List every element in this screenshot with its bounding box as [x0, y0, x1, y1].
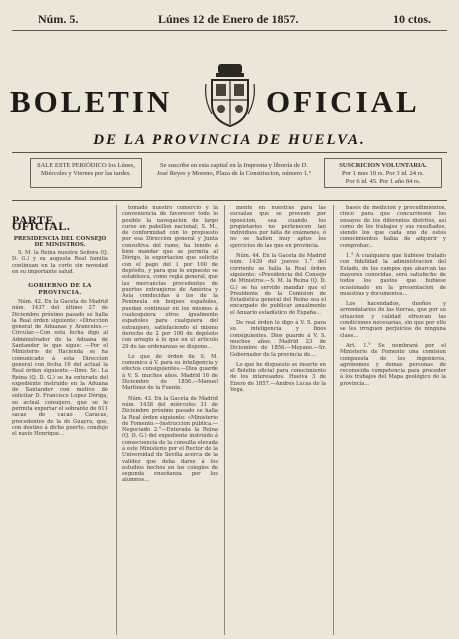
subscription-info [12, 158, 447, 198]
subscription-location: Se suscribe en esta capital en la Imprenta y librería de D. José Reyes y Moreno, Plaza de la Constitucion, número 1.° [156, 162, 312, 177]
presidency-heading: PRESIDENCIA DEL CONSEJO DE MINISTROS. [13, 235, 107, 248]
column-divider [224, 205, 225, 635]
article-paragraph: Lo que de órden de S. M. comunico á V. para su inteligencia y efectos consiguientes.—Dios guarde á V. S. muchos años. Madrid 16 de Diciembre de 1856.—Manuel Martinez de la Fuente. [122, 353, 218, 392]
article-paragraph: S. M. la Reina nuestra Señora (Q. D. G.) y su augusta Real familia continuan en la corte sin novedad en su importante salud. [12, 250, 108, 276]
article-paragraph: bases de medicion y procedimientos, cinco para que concurriesen los ensayos de los diferentes distritos, así como de los trabajos y sus resultados, siendo los que cada uno de estos conocimientos habia de adquirir y comprobar... [340, 205, 446, 249]
article-paragraph: Núm. 42. En la Gaceta de Madrid núm. 1437 del último 27 de Diciembre próximo pasado se halla la Real órden siguiente: «Direccion general de Aduanas y Aranceles.—Circular.—Con esta fecha digo al Administrador de la Aduana de Santander lo que sigue: —Por el Ministerio de Hacienda se ha comunicado á esta Direccion general con fecha 16 del actual la Real órden siguiente.—Ilmo. Sr.: La Reina (Q. D. G.) se ha enterado del expediente instruido en la Aduana de Santander con motivo de solicitar D. Francisco Lopez Dóriga, su actual consejero, que se le permita exportar el sobrante de 611 sacas de cacao Caracas, procedentes de la de Guayra, que, con destino á dicho puerto, condujo el navío Henrique... [12, 298, 108, 438]
article-paragraph: Lo que he dispuesto se inserte en el Boletin oficial para conocimiento de los interesados. Huelva 3 de Enero de 1857.—Andres Lucas de la Vega. [230, 361, 326, 394]
masthead-subtitle: DE LA PROVINCIA DE HUELVA. [93, 132, 366, 148]
royal-crest-icon [204, 64, 256, 128]
column-3 [230, 205, 326, 635]
issue-date: Lúnes 12 de Enero de 1857. [158, 12, 299, 26]
column-2 [122, 205, 218, 635]
government-heading: GOBIERNO DE LA PROVINCIA. [28, 283, 92, 296]
masthead-title-right: OFICIAL [266, 84, 420, 119]
publication-days: SALE ESTE PERIÓDICO los Lúnes, Miércoles y Viernes por las tardes. [30, 158, 142, 188]
subscription-prices-title: SUSCRICION VOLUNTARIA. [339, 162, 427, 169]
subscription-prices [324, 158, 442, 188]
article-paragraph: Núm. 43. En la Gaceta de Madrid núm. 1438 del miércoles 31 de Diciembre próximo pasado se halla la Real órden siguiente: «Ministerio de Fomento.—Instruccion pública.—Negociado 2.°—Enterada la Reina (Q. D. G.) del expediente instruido á consecuencia de la consulta elevada á este Ministerio por el Rector de la Universidad de Sevilla acerca de la validez que deba darse á los estudios hechos en los colegios de segunda enseñanza por los alumnos... [122, 395, 218, 484]
column-4 [340, 205, 446, 635]
columns-top-rule [12, 200, 447, 201]
article-paragraph: Los hacendados, dueños y arrendatarios de las tierras, que por su situacion y calidad ofrezcan las condiciones necesarias, sin que por ello se les irroguen perjuicios de ninguna clase... [340, 301, 446, 339]
article-paragraph: tomado nuestro comercio y la conveniencia de favorecer todo lo posible la navegacion de largo curso en pabellon nacional; S. M., de conformidad con lo propuesto por esa Direccion general y Junta consultiva del ramo, ha tenido á bien mandar que se permita al Dórigo, la exportacion que solicita con el pago del 1 por 100 de depósito, y para que lo expuesto se establezca, como regla general, que las mercancías procedentes de puertos extranjeros de América y Asia conducidas á los de la Península en buques españoles, puedan continuar en los mismos á cualesquiera otros igualmente españoles para cualquiera del extranjero, satisfaciendo el mismo derecho de 2 por 100 de depósito con arreglo á lo que en el articulo 29 de las ordenanzas se dispone... [122, 205, 218, 350]
top-rule [12, 30, 447, 31]
article-paragraph: De real órden lo digo á V. S. para su inteligencia y fines consiguientes. Dios guarde á V. S. muchos años. Madrid 23 de Diciembre de 1856.—Moyano.—Sr. Gobernador de la provincia de.... [230, 320, 326, 358]
section-heading: PARTE OFICIAL. [12, 213, 71, 234]
issue-price: 10 ctos. [393, 12, 431, 26]
issue-header [8, 6, 451, 28]
article-paragraph: Art. 1.° Se nombrará por el Ministerio de Fomento una comision compuesta de los ingenieros, agrónomos y demas personas de reconocida competencia para proceder á los trabajos del Mapa geológico de la provincia... [340, 342, 446, 387]
subscription-prices-line1: Por 1 mes 10 rs. Por 3 id. 24 rs. [342, 170, 424, 177]
issue-number: Núm. 5. [38, 12, 79, 26]
column-divider [333, 205, 334, 635]
article-paragraph: Núm. 44. En la Gaceta de Madrid núm. 1439 del jueves 1.° del corriente se halla la Real órden siguiente: «Presidencia del Consejo de Ministros.—S. M. la Reina (Q. D. G.) se ha servido mandar que el Presidente de la Comision de Estadística general del Reino sea el encargado de publicar anualmente el Anuario estadístico de España... [230, 253, 326, 316]
column-divider [116, 205, 117, 635]
masthead-title-left: BOLETIN [10, 84, 173, 119]
article-paragraph: 1.° A cualquiera que hubiese tratado con fidelidad la administracion del Estado, de los campos que abarcan las mayores conocidas, será satisfecho de todos los gastos que hubiese ocasionado en la presentacion de muestras y documentos... [340, 253, 446, 297]
subtitle-rule [12, 152, 447, 153]
article-paragraph: mente en nuestras para las escuelas que se proveen por oposicion, sea cuando los propietarios no pertenecen tan individuos por falta de exámenes, ó no se hallen muy aptos los ejercicios de las que en provincia. [230, 205, 326, 249]
column-1 [12, 205, 108, 635]
subscription-prices-line2: Por 6 id. 45. Por 1 año 84 rs. [345, 178, 421, 185]
masthead [0, 60, 459, 130]
